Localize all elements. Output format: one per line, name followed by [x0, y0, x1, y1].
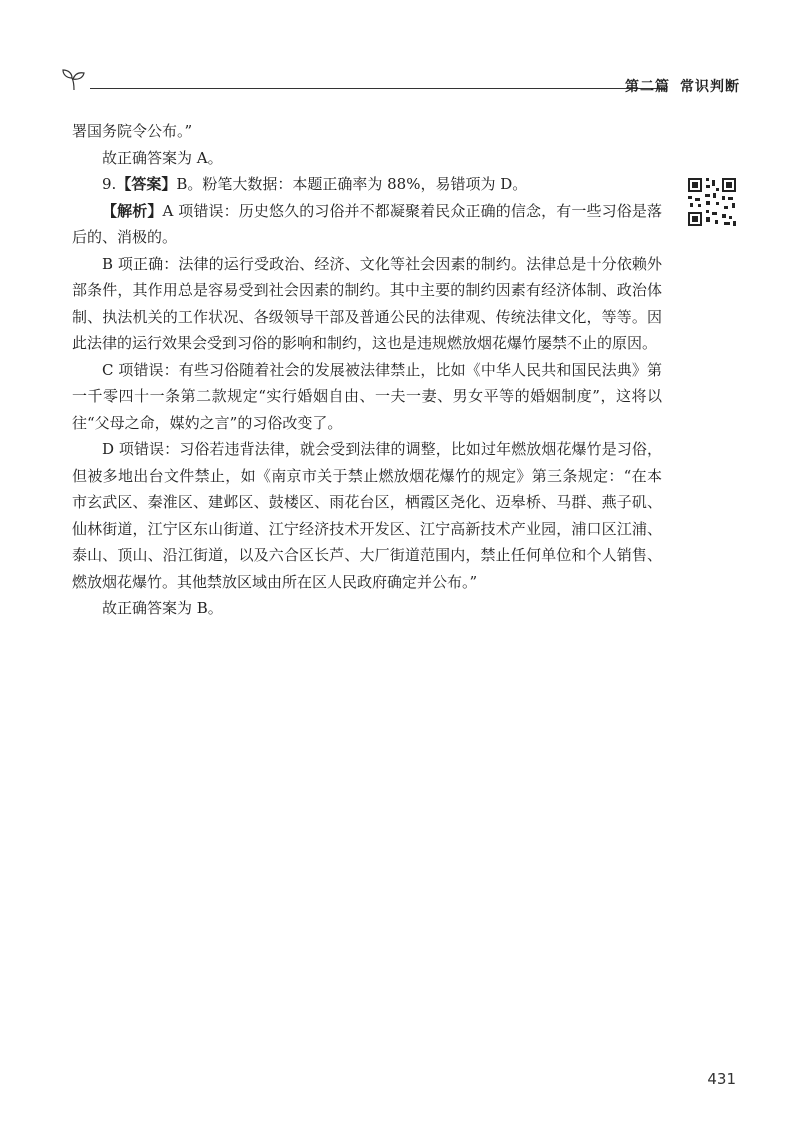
analysis-line	[72, 198, 662, 251]
paragraph	[72, 357, 662, 437]
paragraph	[72, 251, 662, 357]
paragraph	[72, 436, 662, 595]
question-number: 9.	[102, 175, 117, 193]
header-chapter: 常识判断	[680, 79, 740, 95]
paragraph-text: 故正确答案为 B。	[102, 599, 223, 617]
header-part: 第二篇	[625, 79, 670, 95]
paragraph-text: 署国务院令公布。”	[72, 122, 193, 140]
header-title	[625, 76, 740, 96]
paragraph-text: B 项正确：法律的运行受政治、经济、文化等社会因素的制约。法律总是十分依赖外部条件，其作用总是容易受到社会因素的制约。其中主要的制约因素有经济体制、政治体制、执法机关的工作状况、各级领导干部及普通公民的法律观、传统法律文化，等等。因此法律的运行效果会受到习俗的影响和制约，这也是违规燃放烟花爆竹屡禁不止的原因。	[72, 254, 662, 352]
header-rule	[90, 88, 666, 89]
paragraph	[72, 118, 662, 145]
paragraph	[72, 145, 662, 172]
answer-explanation	[72, 118, 662, 622]
page-number: 431	[707, 1070, 736, 1088]
analysis-tag: 【解析】	[102, 201, 163, 220]
analysis-text: A 项错误：历史悠久的习俗并不都凝聚着民众正确的信念，有一些习俗是落后的、消极的。	[72, 201, 662, 246]
answer-text: B。粉笔大数据：本题正确率为 88%，易错项为 D。	[176, 175, 528, 193]
paragraph-text: D 项错误：习俗若违背法律，就会受到法律的调整，比如过年燃放烟花爆竹是习俗，但被多地出台文件禁止，如《南京市关于禁止燃放烟花爆竹的规定》第三条规定：“在本市玄武区、秦淮区、建邺区、鼓楼区、雨花台区，栖霞区尧化、迈皋桥、马群、燕子矶、仙林街道，江宁区东山街道、江宁经济技术开发区、江宁高新技术产业园，浦口区江浦、泰山、顶山、沿江街道，以及六合区长芦、大厂街道范围内，禁止任何单位和个人销售、燃放烟花爆竹。其他禁放区域由所在区人民政府确定并公布。”	[72, 440, 662, 591]
paragraph-text: 故正确答案为 A。	[102, 148, 223, 167]
answer-line	[72, 171, 662, 198]
paragraph	[72, 595, 662, 622]
sprout-icon	[60, 66, 90, 92]
paragraph-text: C 项错误：有些习俗随着社会的发展被法律禁止，比如《中华人民共和国民法典》第一千零四十一条第二款规定“实行婚姻自由、一夫一妻、男女平等的婚姻制度”，这将以往“父母之命，媒妁之言”的习俗改变了。	[72, 360, 662, 432]
page-header	[60, 66, 740, 96]
answer-tag: 【答案】	[116, 175, 177, 193]
qr-code-icon	[686, 176, 738, 228]
